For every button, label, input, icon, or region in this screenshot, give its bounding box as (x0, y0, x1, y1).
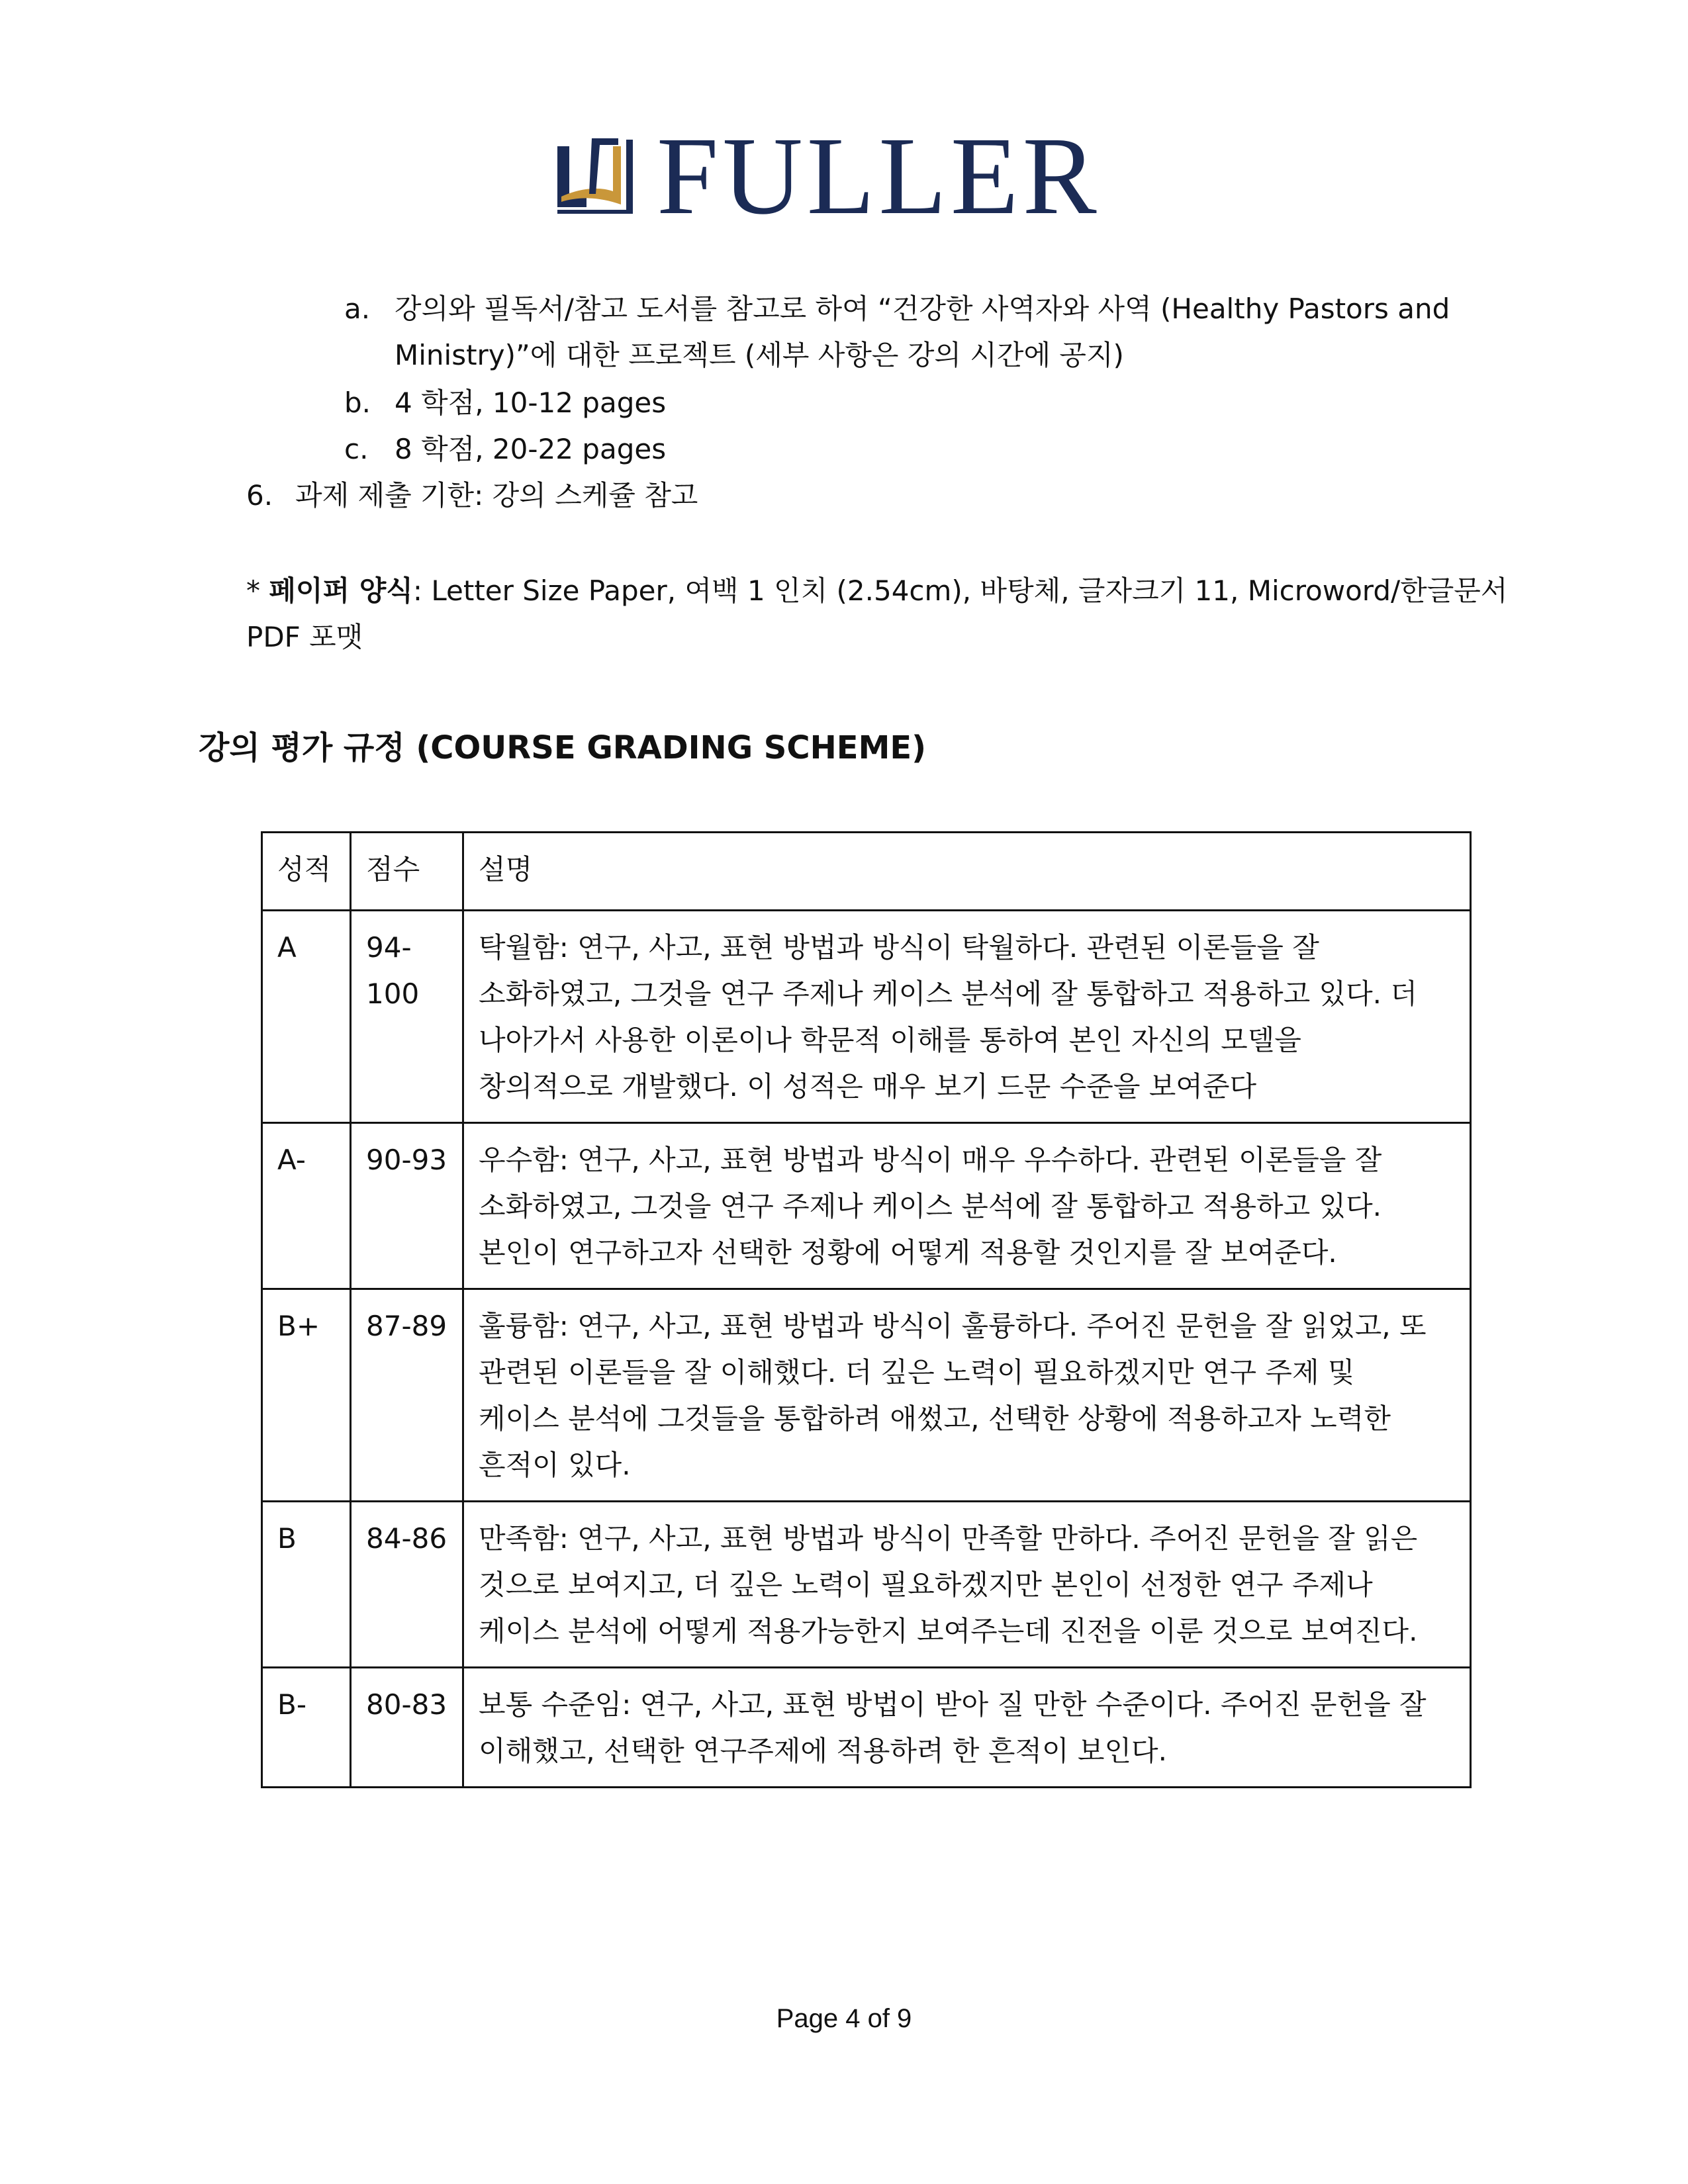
description-line: 케이스 분석에 어떻게 적용가능한지 보여주는데 진전을 이룬 것으로 보여진다. (479, 1615, 1418, 1647)
description-line: 이해했고, 선택한 연구주제에 적용하려 한 흔적이 보인다. (479, 1735, 1167, 1767)
row-description (463, 1502, 1471, 1668)
row-score (351, 1123, 463, 1289)
table-row (262, 1502, 1471, 1668)
row-description (463, 1668, 1471, 1788)
row-score (351, 1289, 463, 1502)
list-marker-c: c. (344, 433, 369, 465)
logo-wordmark: FULLER (657, 114, 1101, 238)
description-line: 흔적이 있다. (479, 1449, 631, 1481)
score-line: 80-83 (366, 1688, 447, 1721)
list-item-c: 8 학점, 20-22 pages (395, 433, 667, 465)
description-line: 우수함: 연구, 사고, 표현 방법과 방식이 매우 우수하다. 관련된 이론들을 잘 (479, 1144, 1382, 1176)
table-row (262, 911, 1471, 1123)
row-grade: B+ (262, 1289, 351, 1502)
description-line: 탁월함: 연구, 사고, 표현 방법과 방식이 탁월하다. 관련된 이론들을 잘 (479, 931, 1319, 964)
description-line: 케이스 분석에 그것들을 통합하려 애썼고, 선택한 상황에 적용하고자 노력한 (479, 1402, 1391, 1435)
description-line: 소화하였고, 그것을 연구 주제나 케이스 분석에 잘 통합하고 적용하고 있다. (479, 1190, 1382, 1222)
table-header-row (262, 833, 1471, 911)
fuller-logo (552, 114, 1101, 238)
row-grade: A- (262, 1123, 351, 1289)
description-line: 관련된 이론들을 잘 이해했다. 더 깊은 노력이 필요하겠지만 연구 주제 및 (479, 1356, 1355, 1388)
paper-format-line2: PDF 포맷 (246, 621, 363, 653)
row-score (351, 1668, 463, 1788)
description-line: 창의적으로 개발했다. 이 성적은 매우 보기 드문 수준을 보여준다 (479, 1070, 1257, 1103)
paper-format-label: 페이퍼 양식 (269, 574, 413, 607)
list-item-a-line2: Ministry)”에 대한 프로젝트 (세부 사항은 강의 시간에 공지) (395, 339, 1124, 371)
description-line: 나아가서 사용한 이론이나 학문적 이해를 통하여 본인 자신의 모델을 (479, 1024, 1301, 1056)
row-description (463, 1123, 1471, 1289)
table-row (262, 1668, 1471, 1788)
row-grade: A (262, 911, 351, 1123)
row-grade: B (262, 1502, 351, 1668)
row-score (351, 911, 463, 1123)
table-row (262, 1289, 1471, 1502)
fuller-book-icon (552, 133, 638, 219)
description-line: 본인이 연구하고자 선택한 정황에 어떻게 적용할 것인지를 잘 보여준다. (479, 1236, 1337, 1269)
description-line: 보통 수준임: 연구, 사고, 표현 방법이 받아 질 만한 수준이다. 주어진 문헌을 잘 (479, 1688, 1427, 1721)
description-line: 만족함: 연구, 사고, 표현 방법과 방식이 만족할 만하다. 주어진 문헌을 잘 읽은 (479, 1522, 1418, 1555)
row-grade: B- (262, 1668, 351, 1788)
list-item-6: 과제 제출 기한: 강의 스케쥴 참고 (295, 479, 698, 512)
list-item-a-line1: 강의와 필독서/참고 도서를 참고로 하여 “건강한 사역자와 사역 (Healthy Pastors and (395, 293, 1450, 325)
score-line: 90-93 (366, 1144, 447, 1176)
description-line: 것으로 보여지고, 더 깊은 노력이 필요하겠지만 본인이 선정한 연구 주제나 (479, 1569, 1373, 1601)
grading-table (261, 831, 1472, 1788)
row-description (463, 1289, 1471, 1502)
page-number: Page 4 of 9 (776, 2004, 912, 2033)
header-grade: 성적 (262, 833, 351, 911)
paper-format-line1 (246, 568, 1507, 614)
paper-format-text: : Letter Size Paper, 여백 1 인치 (2.54cm), 바탕체, 글자크기 11, Microword/한글문서 (412, 574, 1508, 607)
list-marker-6: 6. (246, 479, 273, 512)
row-score (351, 1502, 463, 1668)
header-score: 점수 (351, 833, 463, 911)
description-line: 소화하였고, 그것을 연구 주제나 케이스 분석에 잘 통합하고 적용하고 있다. 더 (479, 978, 1417, 1010)
paper-format-prefix: * (246, 574, 269, 607)
header-description: 설명 (463, 833, 1471, 911)
score-line: 94- (366, 931, 412, 964)
table-row (262, 1123, 1471, 1289)
list-marker-b: b. (344, 387, 371, 419)
score-line: 84-86 (366, 1522, 447, 1555)
row-description (463, 911, 1471, 1123)
list-item-b: 4 학점, 10-12 pages (395, 387, 667, 419)
list-marker-a: a. (344, 293, 371, 325)
score-line: 87-89 (366, 1310, 447, 1342)
section-heading: 강의 평가 규정 (COURSE GRADING SCHEME) (199, 729, 927, 766)
score-line: 100 (366, 978, 420, 1010)
description-line: 훌륭함: 연구, 사고, 표현 방법과 방식이 훌륭하다. 주어진 문헌을 잘 읽었고, 또 (479, 1310, 1427, 1342)
